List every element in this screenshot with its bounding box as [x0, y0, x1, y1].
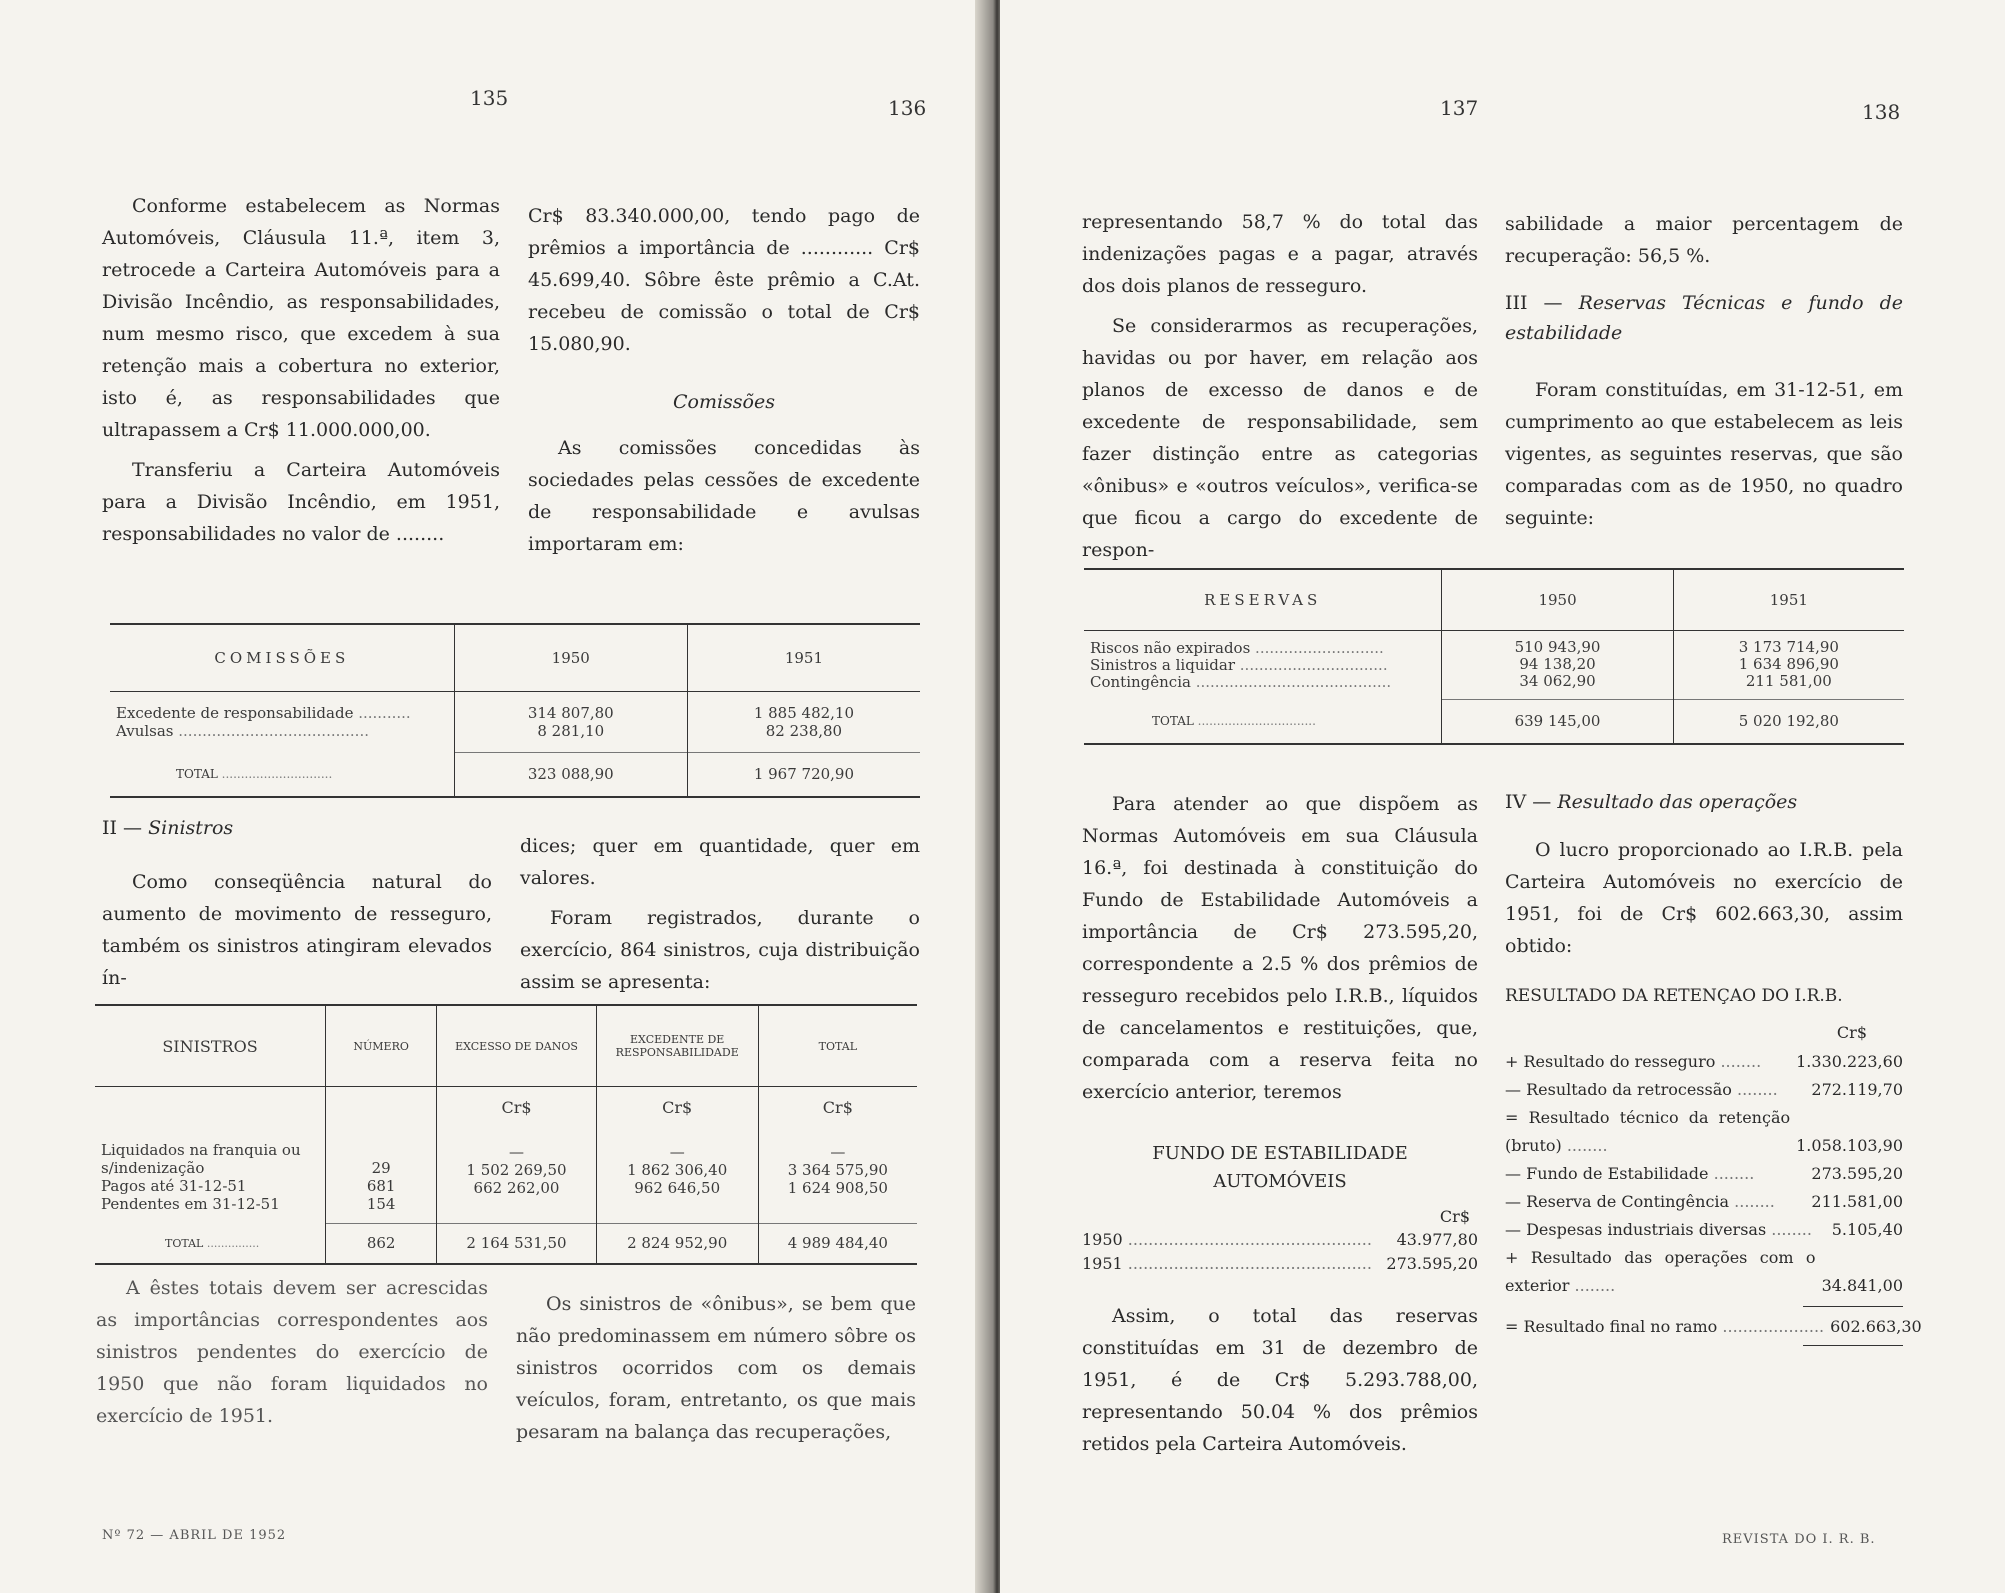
- reservas-table: RESERVAS 1950 1951 Riscos não expirados ........................... Sinistros a liquidar ............................... Contingência ......................................... 510 943,90 94 138,20 34 062,90 3 173 714,90 1 634 896,90 211 581,00 TOTAL ............................... 639 145,00 5 020 192,80: [1084, 568, 1904, 745]
- currency-label: Cr$: [501, 1098, 532, 1117]
- cell: 662 262,00: [473, 1179, 560, 1197]
- row-label: Liquidados na franquia ou s/indenização: [101, 1141, 301, 1177]
- paragraph: Se considerarmos as recuperações, havidas ou por haver, em relação aos planos de excesso de danos e de excedente de responsabilidade, sem fazer distinção entre as categorias «ônibus» e «outros veículos», verifica-se que ficou a cargo do excedente de respon-: [1082, 315, 1478, 561]
- section-heading: III — Reservas Técnicas e fundo de estabilidade: [1505, 292, 1903, 344]
- result-row: — Fundo de Estabilidade ........ 273.595,20: [1505, 1164, 1903, 1183]
- cell: 639 145,00: [1442, 699, 1673, 744]
- cell: 3 173 714,90: [1738, 638, 1839, 657]
- column-2-bottom: [516, 1288, 916, 1456]
- paragraph: Transferiu a Carteira Automóveis para a Divisão Incêndio, em 1951, responsabilidades no valor de ........: [102, 459, 500, 545]
- section-heading: II — Sinistros: [102, 817, 234, 839]
- total-label: TOTAL: [1152, 714, 1194, 728]
- result-title: RESULTADO DA RETENÇAO DO I.R.B.: [1505, 986, 1843, 1006]
- cell: 510 943,90: [1514, 638, 1601, 657]
- table-header: TOTAL: [758, 1005, 917, 1087]
- column-1-top: [102, 190, 500, 558]
- cell: 5 020 192,80: [1673, 699, 1904, 744]
- cell: 82 238,80: [765, 721, 843, 740]
- paragraph: Foram constituídas, em 31-12-51, em cumprimento ao que estabelecem as leis vigentes, as seguintes reservas, que são comparadas com as de 1950, no quadro seguinte:: [1505, 379, 1903, 529]
- currency-label: Cr$: [1439, 1207, 1470, 1226]
- row-label: Riscos não expirados ...........................: [1090, 638, 1384, 657]
- cell: —: [669, 1143, 685, 1161]
- divider: [1803, 1345, 1903, 1346]
- cell: 2 824 952,90: [596, 1223, 758, 1264]
- paragraph: Para atender ao que dispõem as Normas Automóveis em sua Cláusula 16.ª, foi destinada à constituição do Fundo de Estabilidade Automóveis a importância de Cr$ 273.595,20, correspondente a 2.5 % dos prêmios de resseguro recebidos pelo I.R.B., líquidos de cancelamentos e restituições, que, comparada com a reserva feita no exercício anterior, teremos: [1082, 793, 1478, 1103]
- total-label: TOTAL: [176, 767, 218, 781]
- paragraph: representando 58,7 % do total das indenizações pagas e a pagar, através dos dois planos de resseguro.: [1082, 211, 1478, 297]
- cell: 3 364 575,90: [787, 1161, 888, 1179]
- result-list: [1505, 1048, 1903, 1300]
- cell: 4 989 484,40: [758, 1223, 917, 1264]
- sinistros-table: SINISTROS NÚMERO EXCESSO DE DANOS EXCEDENTE DE RESPONSABILIDADE TOTAL Liquidados na franquia ou s/indenização Pagos até 31-12-51 Pendentes em 31-12-51 29 681 154 Cr$ — 1 502 269,50 662 262,00 Cr$ — 1 862 306,40 962 646,50 Cr$ — 3 364 575,90 1 624 908,50 TOTAL ............... 862 2 164 531,50 2 824 952,90 4 989 484,40: [95, 1004, 917, 1265]
- paragraph: Conforme estabelecem as Normas Automóveis, Cláusula 11.ª, item 3, retrocede a Carteira Automóveis para a Divisão Incêndio, as responsabilidades, num mesmo risco, que excedem à sua retenção mais a cobertura no exterior, isto é, as responsabilidades que ultrapassem a Cr$ 11.000.000,00.: [102, 195, 500, 441]
- table-header: SINISTROS: [162, 1036, 258, 1056]
- column-1-middle: [102, 812, 492, 1002]
- cell: 323 088,90: [454, 752, 687, 797]
- page-number-137: 137: [1440, 96, 1479, 120]
- cell: 1 885 482,10: [753, 703, 855, 722]
- table-header: 1951: [1673, 569, 1904, 631]
- cell: 1 967 720,90: [687, 752, 920, 797]
- column-1-bottom: [96, 1272, 488, 1440]
- result-row: — Despesas industriais diversas ........ 5.105,40: [1505, 1220, 1903, 1239]
- cell: 681: [366, 1176, 396, 1195]
- currency-label: Cr$: [1836, 1023, 1867, 1042]
- result-row: = Resultado técnico da retenção (bruto) ........ 1.058.103,90: [1505, 1108, 1903, 1155]
- row-label: Avulsas ........................................: [116, 722, 369, 740]
- currency-label: Cr$: [822, 1098, 853, 1117]
- table-header: EXCEDENTE DE RESPONSABILIDADE: [596, 1005, 758, 1087]
- column-3-bottom: [1082, 788, 1478, 1468]
- cell: 962 646,50: [634, 1179, 721, 1197]
- total-label: TOTAL: [165, 1236, 204, 1250]
- table-header: EXCESSO DE DANOS: [437, 1005, 596, 1087]
- paragraph: Os sinistros de «ônibus», se bem que não predominassem em número sôbre os sinistros ocorridos com os demais veículos, foram, entretanto, os que mais pesaram na balança das recuperações,: [516, 1293, 916, 1443]
- paragraph: O lucro proporcionado ao I.R.B. pela Carteira Automóveis no exercício de 1951, foi de Cr$ 602.663,30, assim obtido:: [1505, 839, 1903, 957]
- currency-label: Cr$: [662, 1098, 693, 1117]
- cell: 1 624 908,50: [787, 1179, 888, 1197]
- row-label: Contingência .........................................: [1090, 672, 1392, 691]
- result-row: + Resultado das operações com o exterior ........ 34.841,00: [1505, 1248, 1903, 1295]
- paragraph: Foram registrados, durante o exercício, 864 sinistros, cuja distribuição assim se apresenta:: [520, 907, 920, 993]
- section-heading: IV — Resultado das operações: [1505, 791, 1798, 813]
- cell: 34 062,90: [1519, 672, 1596, 691]
- column-3-top: [1082, 206, 1478, 574]
- cell: 862: [325, 1223, 436, 1264]
- cell: 1 862 306,40: [627, 1161, 728, 1179]
- cell: 2 164 531,50: [437, 1223, 596, 1264]
- row-label: Sinistros a liquidar ...............................: [1090, 655, 1388, 674]
- fund-row: 1951 ................................................ 273.595,20: [1082, 1254, 1478, 1273]
- column-2-middle: [520, 830, 920, 1006]
- section-heading: Comissões: [672, 391, 775, 413]
- column-4-bottom: [1505, 786, 1922, 1346]
- table-header: COMISSÕES: [214, 649, 350, 667]
- page-number-138: 138: [1862, 100, 1901, 124]
- table-header: 1950: [454, 624, 687, 692]
- table-header: 1950: [1442, 569, 1673, 631]
- fund-row: 1950 ................................................ 43.977,80: [1082, 1230, 1478, 1249]
- cell: 94 138,20: [1519, 655, 1596, 674]
- fund-title: FUNDO DE ESTABILIDADE: [1152, 1143, 1408, 1164]
- cell: —: [830, 1143, 846, 1161]
- left-page: [0, 0, 990, 1593]
- footer-issue: Nº 72 — ABRIL DE 1952: [102, 1528, 287, 1543]
- paragraph: Assim, o total das reservas constituídas em 31 de dezembro de 1951, é de Cr$ 5.293.788,00, representando 50.04 % dos prêmios retidos pela Carteira Automóveis.: [1082, 1305, 1478, 1455]
- result-row: + Resultado do resseguro ........ 1.330.223,60: [1505, 1052, 1903, 1071]
- paragraph: sabilidade a maior percentagem de recuperação: 56,5 %.: [1505, 213, 1903, 267]
- result-final-row: = Resultado final no ramo .................... 602.663,30: [1505, 1317, 1922, 1336]
- comissoes-table: COMISSÕES 1950 1951 Excedente de responsabilidade ........... Avulsas ........................................ 314 807,80 8 281,10 1 885 482,10 82 238,80 TOTAL ............................. 323 088,90 1 967 720,90: [110, 623, 920, 798]
- cell: 154: [366, 1194, 396, 1213]
- paragraph: Como conseqüência natural do aumento de movimento de resseguro, também os sinistros atingiram elevados ín-: [102, 871, 492, 989]
- paragraph: dices; quer em quantidade, quer em valores.: [520, 835, 920, 889]
- fund-title: AUTOMÓVEIS: [1213, 1171, 1347, 1192]
- row-label: Pagos até 31-12-51: [101, 1177, 247, 1195]
- paragraph: Cr$ 83.340.000,00, tendo pago de prêmios a importância de ............ Cr$ 45.699,40. Sôbre êste prêmio a C.At. recebeu de comissão o total de Cr$ 15.080,90.: [528, 205, 920, 355]
- cell: 1 502 269,50: [466, 1161, 567, 1179]
- column-4-top: [1505, 208, 1903, 542]
- page-number-135: 135: [470, 86, 509, 110]
- cell: 29: [371, 1158, 391, 1177]
- row-label: Pendentes em 31-12-51: [101, 1195, 280, 1213]
- table-header: RESERVAS: [1204, 591, 1322, 609]
- cell: —: [508, 1143, 524, 1161]
- result-row: — Resultado da retrocessão ........ 272.119,70: [1505, 1080, 1903, 1099]
- paragraph: A êstes totais devem ser acrescidas as importâncias correspondentes aos sinistros pendentes do exercício de 1950 que não foram liquidados no exercício de 1951.: [96, 1277, 488, 1427]
- cell: 211 581,00: [1745, 672, 1832, 691]
- result-row: — Reserva de Contingência ........ 211.581,00: [1505, 1192, 1903, 1211]
- table-header: 1951: [687, 624, 920, 692]
- right-page: [1000, 0, 2005, 1593]
- cell: 1 634 896,90: [1738, 655, 1839, 674]
- cell: 314 807,80: [527, 703, 614, 722]
- divider: [1803, 1306, 1903, 1307]
- paragraph: As comissões concedidas às sociedades pelas cessões de excedente de responsabilidade e avulsas importaram em:: [528, 437, 920, 555]
- row-label: Excedente de responsabilidade ...........: [116, 704, 411, 722]
- cell: 8 281,10: [537, 721, 605, 740]
- footer-journal: REVISTA DO I. R. B.: [1722, 1532, 1876, 1547]
- table-header: NÚMERO: [325, 1005, 436, 1087]
- page-number-136: 136: [888, 96, 927, 120]
- column-2-top: [528, 200, 920, 568]
